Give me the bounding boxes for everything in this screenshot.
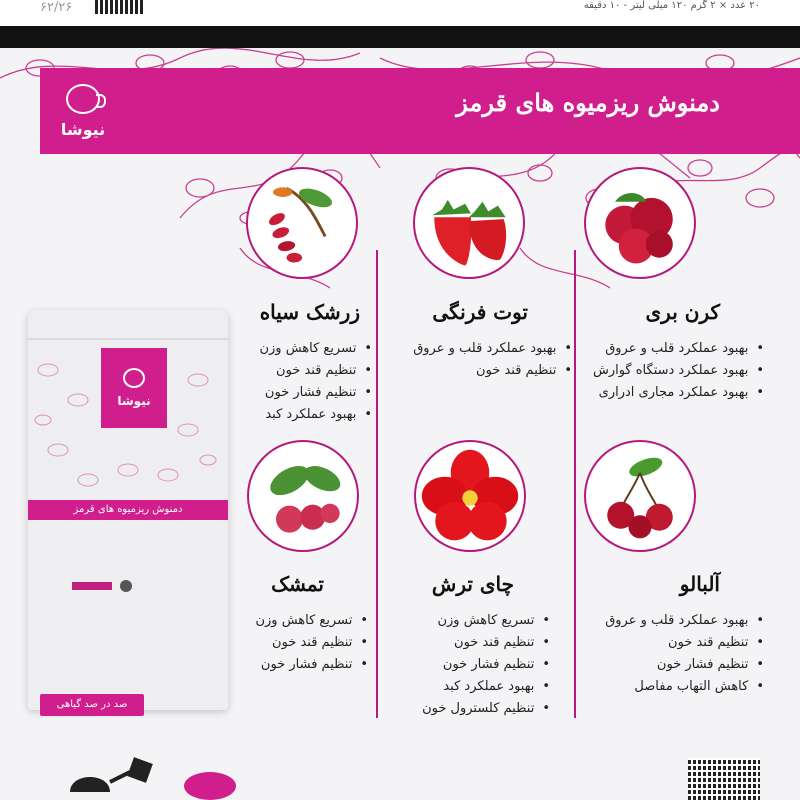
cranberry-image bbox=[584, 167, 696, 279]
benefit-list bbox=[413, 338, 572, 382]
usage-info: ۲۰ عدد × ۲ گرم ۱۲۰ میلی لیتر - ۱۰ دقیقه bbox=[583, 0, 760, 11]
package-label bbox=[101, 348, 167, 428]
black-band bbox=[0, 26, 800, 48]
product-code: ۶۲/۲۶ bbox=[40, 0, 73, 15]
barberry-icon bbox=[248, 169, 356, 277]
package-title: دمنوش ریزمیوه های قرمز bbox=[28, 500, 228, 520]
column-divider bbox=[376, 250, 378, 718]
page-title: دمنوش ریزمیوه های قرمز bbox=[456, 88, 720, 117]
benefit-list bbox=[593, 338, 764, 404]
list-item: • کاهش التهاب مفاصل bbox=[605, 676, 764, 698]
list-item: • تنظیم قند خون bbox=[255, 632, 368, 654]
package-brand: نیوشا bbox=[117, 394, 151, 408]
top-strip bbox=[0, 0, 800, 26]
package-chip bbox=[72, 582, 112, 590]
cherry-image bbox=[584, 440, 696, 552]
hibiscus-image bbox=[414, 440, 526, 552]
list-item: • تنظیم قند خون bbox=[605, 632, 764, 654]
list-item: • تنظیم فشار خون bbox=[259, 382, 372, 404]
list-item: • بهبود عملکرد کبد bbox=[422, 676, 550, 698]
list-item: • تنظیم قند خون bbox=[422, 632, 550, 654]
list-item: • تنظیم فشار خون bbox=[255, 654, 368, 676]
herbal-badge: صد در صد گیاهی bbox=[40, 694, 144, 716]
ingredient-name: کرن بری bbox=[645, 300, 720, 324]
list-item: • بهبود عملکرد کبد bbox=[259, 404, 372, 426]
barberry-image bbox=[246, 167, 358, 279]
cherry-icon bbox=[586, 442, 694, 550]
strawberry-image bbox=[413, 167, 525, 279]
ingredient-name: توت فرنگی bbox=[432, 300, 528, 324]
barcode-icon bbox=[95, 0, 145, 14]
list-item: • تسریع کاهش وزن bbox=[255, 610, 368, 632]
list-item: • بهبود عملکرد مجاری ادراری bbox=[593, 382, 764, 404]
list-item: • تسریع کاهش وزن bbox=[422, 610, 550, 632]
package-dot bbox=[120, 580, 132, 592]
list-item: • تنظیم قند خون bbox=[413, 360, 572, 382]
tea-cup-icon bbox=[66, 84, 100, 114]
raspberry-image bbox=[247, 440, 359, 552]
tea-cup-icon bbox=[123, 368, 145, 388]
list-item: • بهبود عملکرد قلب و عروق bbox=[413, 338, 572, 360]
list-item: • بهبود عملکرد قلب و عروق bbox=[593, 338, 764, 360]
brand-logo bbox=[40, 68, 126, 154]
list-item: • بهبود عملکرد دستگاه گوارش bbox=[593, 360, 764, 382]
list-item: • تنظیم فشار خون bbox=[422, 654, 550, 676]
ingredient-name: آلبالو bbox=[679, 572, 720, 596]
ingredient-name: زرشک سیاه bbox=[259, 300, 360, 324]
tea-leaves-icon bbox=[180, 762, 240, 800]
ingredient-name: تمشک bbox=[271, 572, 324, 596]
package-zip bbox=[28, 338, 228, 340]
column-divider bbox=[574, 250, 576, 718]
list-item: • تنظیم فشار خون bbox=[605, 654, 764, 676]
strawberry-icon bbox=[415, 169, 523, 277]
teapot-icon bbox=[60, 752, 160, 800]
benefit-list bbox=[422, 610, 550, 720]
hibiscus-icon bbox=[416, 442, 524, 550]
product-package bbox=[28, 300, 228, 710]
ingredient-name: چای ترش bbox=[431, 572, 514, 596]
list-item: • تنظیم قند خون bbox=[259, 360, 372, 382]
benefit-list bbox=[255, 610, 368, 676]
brand-name: نیوشا bbox=[60, 119, 106, 139]
list-item: • تنظیم کلسترول خون bbox=[422, 698, 550, 720]
benefit-list bbox=[259, 338, 372, 426]
cranberry-icon bbox=[586, 169, 694, 277]
raspberry-icon bbox=[249, 442, 357, 550]
list-item: • بهبود عملکرد قلب و عروق bbox=[605, 610, 764, 632]
qr-code-icon bbox=[688, 758, 760, 800]
list-item: • تسریع کاهش وزن bbox=[259, 338, 372, 360]
benefit-list bbox=[605, 610, 764, 698]
package-pouch bbox=[28, 310, 228, 710]
